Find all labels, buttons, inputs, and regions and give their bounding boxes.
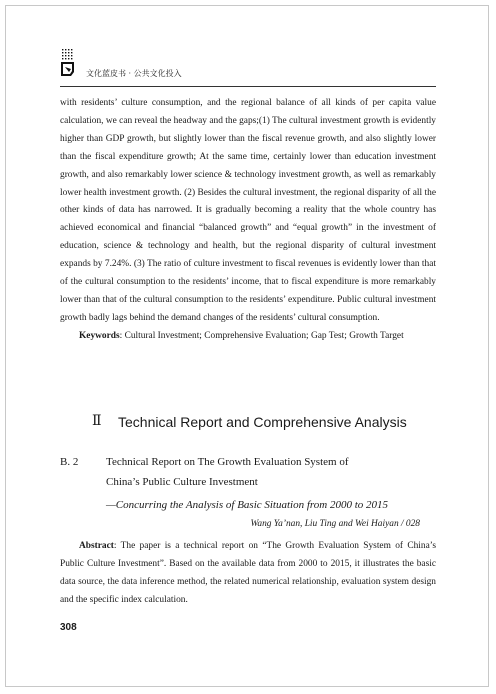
- intro-paragraph: with residents’ culture consumption, and the regional balance of all kinds of per capita value calculation, we can reveal the headway and the gaps;(1) The cultural investment growth is evidently higher than GDP growth, but slightly lower than the fiscal revenue growth, and also slightly lower than the fiscal expenditure growth; At the same time, certainly lower than education investment growth, and also remarkably lower science & technology investment growth, as well as remarkably lower health investment growth. (2) Besides the cultural investment, the regional disparity of all the other kinds of data has narrowed. It is gradually becoming a reality that the whole country has achieved economical and financial “balanced growth” and “equal growth” in the investment of education, science & technology and health, but the regional disparity of cultural investment expands by 7.24%. (3) The ratio of culture investment to fiscal revenues is evidently lower than that of the cultural consumption to the residents’ income, that to fiscal expenditure is more remarkably lower than that of the cultural consumption to the residents’ expenditure. Public cultural investment growth badly lags behind the demand changes of the residents’ cultural consumption.: [60, 98, 436, 323]
- entry-title-line2: China’s Public Culture Investment: [106, 476, 258, 488]
- entry-subtitle: —Concurring the Analysis of Basic Situation from 2000 to 2015: [106, 499, 389, 511]
- abstract-block: [60, 538, 436, 610]
- keywords-paragraph: [60, 328, 436, 346]
- entry-title-line1: Technical Report on The Growth Evaluation System of: [106, 456, 349, 468]
- entry-number: B. 2: [60, 456, 79, 468]
- intro-block: [60, 95, 436, 346]
- header-rule: [60, 86, 436, 87]
- abstract-paragraph: [60, 538, 436, 610]
- book-emblem-icon: [60, 48, 86, 84]
- keywords-text: : Cultural Investment; Comprehensive Evaluation; Gap Test; Growth Target: [119, 330, 404, 341]
- section-title: Technical Report and Comprehensive Analysis: [118, 414, 407, 430]
- section-heading: [60, 413, 436, 437]
- abstract-text: : The paper is a technical report on “The Growth Evaluation System of China’s Public Culture Investment”. Based on the available data from 2000 to 2015, it illustrates the basic data source, the data inference method, the related numerical relationship, evaluation system design and the specific index calculation.: [60, 541, 436, 605]
- page-number: 308: [60, 622, 77, 633]
- series-title: 文化蓝皮书 · 公共文化投入: [86, 69, 182, 78]
- abstract-label: Abstract: [79, 541, 114, 551]
- section-numeral: Ⅱ: [92, 414, 102, 429]
- entry-authors: Wang Ya’nan, Liu Ting and Wei Haiyan / 028: [250, 519, 420, 529]
- keywords-label: Keywords: [79, 330, 120, 341]
